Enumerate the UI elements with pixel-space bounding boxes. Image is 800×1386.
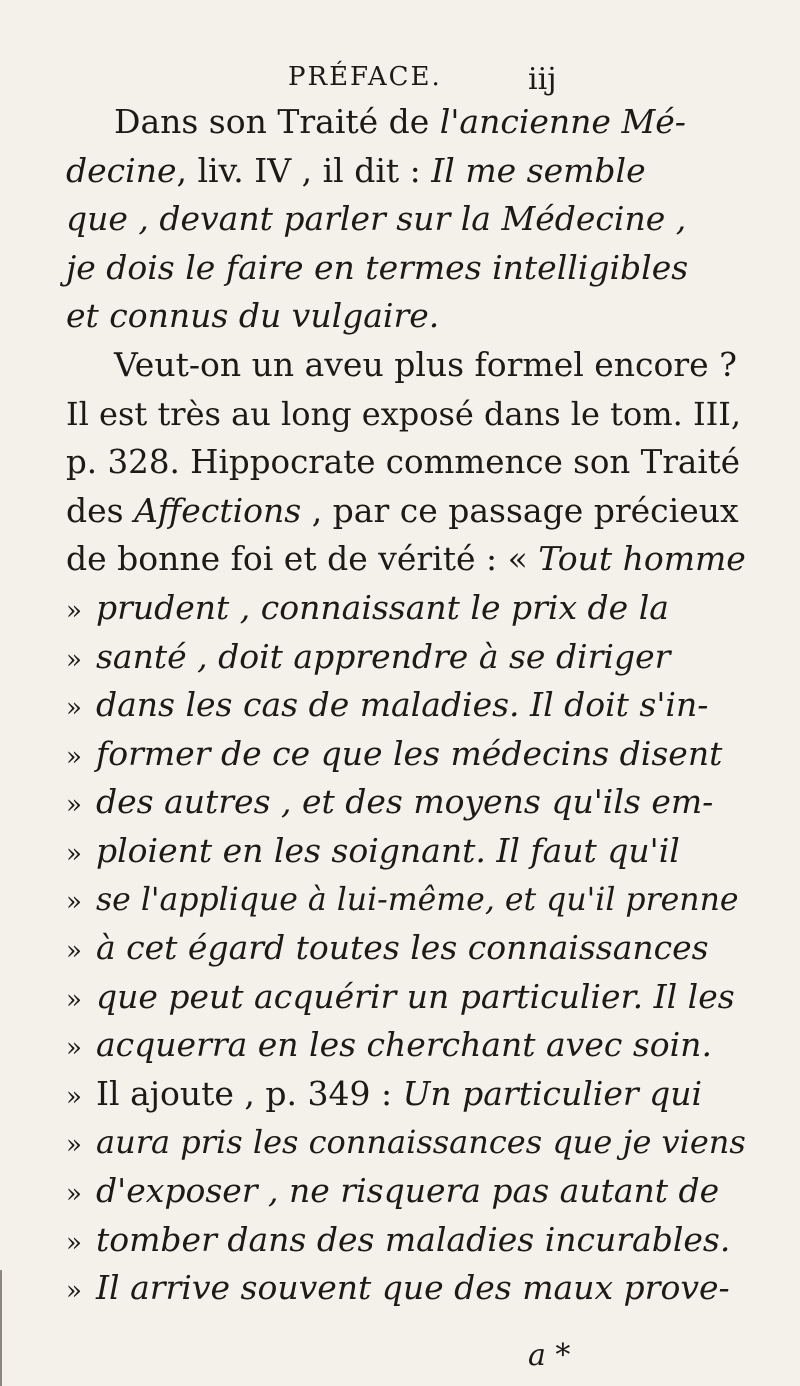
running-header <box>288 62 568 97</box>
text-line <box>66 924 746 973</box>
italic-text: à cet égard toutes les connaissances <box>96 928 709 968</box>
italic-text: que , devant parler sur la Médecine , <box>66 199 687 239</box>
italic-text: dans les cas de maladies. Il doit s'in- <box>96 685 709 725</box>
text-line <box>66 438 746 487</box>
italic-text: je dois le faire en termes intelligibles <box>66 247 689 287</box>
roman-text: Il est très au long exposé dans le tom. III, <box>66 394 742 433</box>
roman-text: de bonne foi et de vérité : « <box>66 539 539 579</box>
page-number: iij <box>528 62 557 97</box>
text-line <box>66 341 746 390</box>
text-line <box>66 195 746 244</box>
text-line <box>66 98 746 147</box>
italic-text: decine <box>66 150 177 190</box>
text-line <box>66 730 746 779</box>
roman-text: p. 328. Hippocrate commence son Traité <box>66 443 740 482</box>
italic-text: que peut acquérir un particulier. Il les <box>96 976 735 1016</box>
italic-text: ploient en les soignant. Il faut qu'il <box>96 830 680 870</box>
text-line <box>66 292 746 341</box>
text-line <box>66 1167 746 1216</box>
text-line <box>66 1070 746 1119</box>
quote-mark: » <box>66 644 82 675</box>
italic-text: Affections <box>134 490 302 530</box>
roman-text: Il ajoute , p. 349 : <box>96 1073 403 1113</box>
quote-mark: » <box>66 1227 82 1258</box>
italic-text: des autres , et des moyens qu'ils em- <box>96 782 714 822</box>
text-line <box>66 1118 746 1167</box>
quote-mark: » <box>66 1130 82 1161</box>
quote-mark: » <box>66 1033 82 1064</box>
text-line <box>66 390 746 439</box>
italic-text: aura pris les connaissances que je viens <box>96 1123 746 1162</box>
quote-mark: » <box>66 838 82 869</box>
italic-text: Il me semble <box>431 150 646 190</box>
body-text <box>66 98 746 1313</box>
quote-mark: » <box>66 984 82 1015</box>
quote-mark: » <box>66 1081 82 1112</box>
italic-text: l'ancienne Mé- <box>439 102 686 141</box>
text-line <box>66 876 746 925</box>
quote-mark: » <box>66 886 82 917</box>
quote-mark: » <box>66 693 82 724</box>
italic-text: former de ce que les médecins disent <box>96 733 723 773</box>
italic-text: d'exposer , ne risquera pas autant de <box>96 1171 720 1211</box>
quote-mark: » <box>66 936 82 967</box>
italic-text: Il arrive souvent que des maux prove- <box>96 1268 730 1308</box>
text-line <box>66 244 746 293</box>
text-line <box>66 1264 746 1313</box>
roman-text: des <box>66 490 135 530</box>
text-line <box>66 535 746 584</box>
italic-text: santé , doit apprendre à se diriger <box>96 636 671 676</box>
quote-mark: » <box>66 595 82 626</box>
header-title: PRÉFACE. <box>288 62 442 92</box>
text-line <box>66 973 746 1022</box>
text-line <box>66 681 746 730</box>
roman-text: Dans son Traité de <box>114 102 440 141</box>
text-line <box>66 633 746 682</box>
italic-text: tomber dans des maladies incurables. <box>96 1219 731 1259</box>
italic-text: Un particulier qui <box>402 1073 703 1113</box>
roman-text: , par ce passage précieux <box>301 490 739 530</box>
signature-mark: a * <box>528 1338 571 1373</box>
roman-text: , liv. IV , il dit : <box>176 150 432 190</box>
text-line <box>66 487 746 536</box>
italic-text: se l'applique à lui-même, et qu'il prenne <box>96 881 739 918</box>
italic-text: et connus du vulgaire. <box>66 296 440 336</box>
quote-mark: » <box>66 790 82 821</box>
text-line <box>66 147 746 196</box>
italic-text: prudent , connaissant le prix de la <box>96 587 669 627</box>
roman-text: Veut-on un aveu plus formel encore ? <box>114 344 737 384</box>
text-line <box>66 778 746 827</box>
page-edge-shadow <box>0 1270 2 1386</box>
quote-mark: » <box>66 1179 82 1210</box>
text-line <box>66 584 746 633</box>
italic-text: Tout homme <box>538 539 746 579</box>
italic-text: acquerra en les cherchant avec soin. <box>96 1025 712 1065</box>
text-line <box>66 1021 746 1070</box>
quote-mark: » <box>66 1276 82 1307</box>
quote-mark: » <box>66 741 82 772</box>
text-line <box>66 1216 746 1265</box>
text-line <box>66 827 746 876</box>
